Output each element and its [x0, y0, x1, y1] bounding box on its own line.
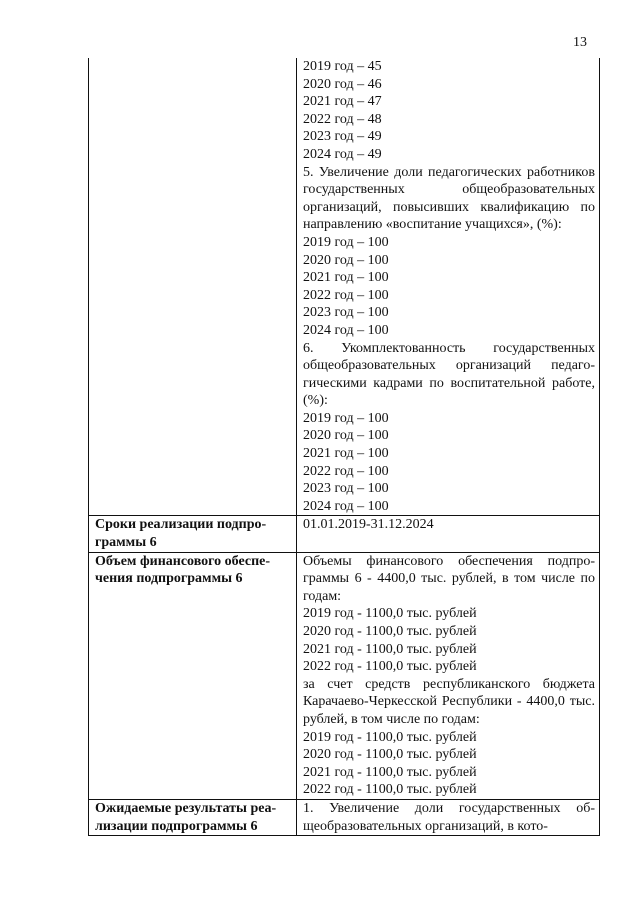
row-label: Ожидаемые результаты реализации подпрограммы 6 — [95, 800, 277, 834]
content-paragraph: 1. Увеличение доли государственных общеобразовательных организаций, в кото- — [303, 800, 595, 834]
row-content-cell — [297, 516, 600, 552]
content-line: 2022 год – 48 — [303, 111, 382, 127]
row-label-cell — [89, 58, 297, 516]
content-paragraph: 6. Укомплектованность государственных общеобразовательных организаций педагогическими кадрами по воспитательной работе, (%): — [303, 340, 595, 409]
row-content-cell — [297, 58, 600, 516]
table-row — [89, 799, 600, 835]
row-label-cell — [89, 516, 297, 552]
content-line: 2022 год – 100 — [303, 463, 389, 479]
content-line: 2022 год - 1100,0 тыс. рублей — [303, 782, 477, 798]
table-row — [89, 552, 600, 799]
content-line: 2020 год – 100 — [303, 252, 389, 268]
content-line: 01.01.2019-31.12.2024 — [303, 517, 434, 533]
content-line: 2020 год - 1100,0 тыс. рублей — [303, 747, 477, 763]
content-line: 2021 год - 1100,0 тыс. рублей — [303, 764, 477, 780]
content-line: 2020 год - 1100,0 тыс. рублей — [303, 624, 477, 639]
row-label: Сроки реализации подпрограммы 6 — [95, 517, 267, 551]
content-line: 2023 год – 49 — [303, 129, 382, 145]
row-label-cell — [89, 552, 297, 799]
content-line: 2019 год – 100 — [303, 234, 389, 250]
content-line: 2020 год – 46 — [303, 76, 382, 92]
content-line: 2024 год – 100 — [303, 322, 389, 338]
page-number: 13 — [573, 35, 587, 50]
content-line: 2021 год – 47 — [303, 94, 382, 110]
content-line: 2019 год - 1100,0 тыс. рублей — [303, 729, 477, 745]
content-line: 2019 год – 45 — [303, 59, 382, 74]
table-row — [89, 58, 600, 516]
content-paragraph: 5. Увеличение доли педагогических работников государственных общеобразовательных организаций, повысивших квалификацию по направлению «воспитание учащихся», (%): — [303, 164, 595, 233]
content-line: 2021 год – 100 — [303, 270, 389, 286]
content-paragraph: Объемы финансового обеспечения подпрограммы 6 - 4400,0 тыс. рублей, в том числе по годам: — [303, 553, 595, 604]
row-content-cell — [297, 799, 600, 835]
content-line: 2021 год - 1100,0 тыс. рублей — [303, 641, 477, 657]
content-paragraph: за счет средств республиканского бюджета Карачаево-Черкесской Республики - 4400,0 тыс. рублей, в том числе по годам: — [303, 676, 595, 727]
content-line: 2024 год – 100 — [303, 498, 389, 514]
content-line: 2023 год – 100 — [303, 481, 389, 497]
table-row — [89, 516, 600, 552]
content-line: 2023 год – 100 — [303, 305, 389, 321]
row-label: Объем финансового обеспечения подпрограммы 6 — [95, 553, 271, 587]
content-line: 2021 год – 100 — [303, 446, 389, 462]
content-line: 2022 год – 100 — [303, 287, 389, 303]
content-line: 2024 год – 49 — [303, 146, 382, 162]
row-label-cell — [89, 799, 297, 835]
subprogram-passport-table — [88, 58, 600, 836]
content-line: 2020 год – 100 — [303, 428, 389, 444]
content-line: 2019 год - 1100,0 тыс. рублей — [303, 606, 477, 622]
content-line: 2022 год - 1100,0 тыс. рублей — [303, 659, 477, 675]
content-line: 2019 год – 100 — [303, 410, 389, 426]
row-content-cell — [297, 552, 600, 799]
